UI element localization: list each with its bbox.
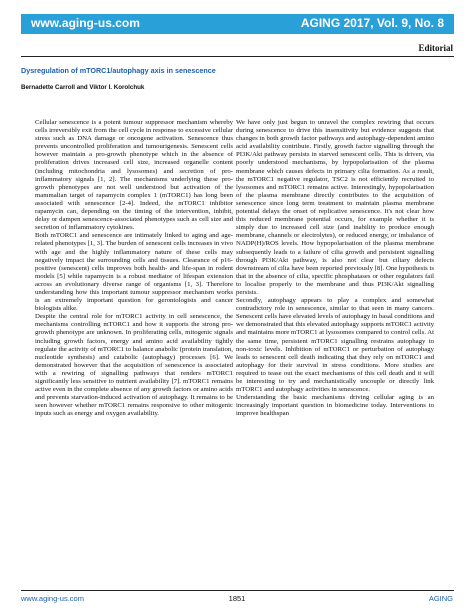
footer-journal-name: AGING bbox=[428, 594, 453, 603]
article-authors: Bernadette Carroll and Viktor I. Korolchuk bbox=[21, 84, 145, 91]
footer-divider bbox=[21, 590, 454, 591]
journal-header-bar bbox=[21, 14, 454, 34]
paragraph: Understanding the basic mechanisms driving cellular aging is an increasingly important question in biomedicine today. Interventions to improve healthspan bbox=[236, 394, 434, 418]
header-site-link[interactable]: www.aging-us.com bbox=[31, 16, 140, 30]
left-column bbox=[35, 119, 233, 418]
header-journal-issue: AGING 2017, Vol. 9, No. 8 bbox=[300, 16, 444, 30]
article-title: Dysregulation of mTORC1/autophagy axis in senescence bbox=[21, 66, 216, 75]
section-label: Editorial bbox=[418, 43, 453, 53]
header-divider bbox=[21, 56, 454, 57]
footer-site-link[interactable]: www.aging-us.com bbox=[21, 594, 84, 603]
paragraph: We have only just begun to unravel the complex rewiring that occurs during senescence to drive this insensitivity but evidence suggests that changes in both growth factor pathways and autophagy-dependent amino acid availability contribute. Firstly, growth factor signalling through the PI3K/Akt pathway persists in starved senescent cells. This is driven, via poorly understood mechanisms, by hypopolarisation of the plasma membrane which causes defects in primary cilia formation. As a result, the mTORC1 negative regulator, TSC2 is not efficiently recruited to lysosomes and mTORC1 remains active. Interestingly, hypopolarisation of the plasma membrane directly contributes to the acquisition of senescence since long term treatment to maintain plasma membrane potential delays the onset of replicative senescence. It's not clear how this reduced membrane potential occurs, for example whether it is simply due to increased cell size (and inability to produce enough membrane, channels or electrolytes), or reduced energy, or imbalance of NADP(H)/ROS levels. How hypopolarisation of the plasma membrane subsequently leads to a failure of cilia growth and persistent signalling through PI3K/Akt pathway, is also not clear but ciliary defects downstream of cilia have been reported previously [8]. One hypothesis is that in the absence of cilia, specific phosphatases or other regulators fail to localise properly to the membrane and thus PI3K/Akt signalling persists. bbox=[236, 119, 434, 296]
right-column bbox=[236, 119, 434, 418]
paragraph: Despite the central role for mTORC1 activity in cell senescence, the mechanisms controlling mTORC1 and how it supports the strong pro-growth phenotype are unknown. In proliferating cells, mitogenic signals including growth factors, energy and amino acid availability tightly regulate the activity of mTORC1 to balance anabolic (protein translation, nucleotide synthesis) and catabolic (autophagy) processes [6]. We demonstrated however that the acquisition of senescence is associated with a rewiring of signalling pathways that renders mTORC1 significantly less sensitive to nutrient availability [7]. mTORC1 remains active even in the complete absence of any growth factors or amino acids and prevents starvation-induced activation of autophagy. It remains to be seen however whether mTORC1 remains responsive to other mitogenic inputs such as energy and oxygen availability. bbox=[35, 313, 233, 418]
paragraph: Secondly, autophagy appears to play a complex and somewhat contradictory role in senescence, similar to that seen in many cancers. Senescent cells have elevated levels of autophagy in basal conditions and we demonstrated that this elevated autophagy supports mTORC1 activity and maintains more mTORC1 at lysosomes compared to control cells. At the same time, persistent mTORC1 signalling restrains autophagy to non-toxic levels. Inhibition of mTORC1 or perturbation of autophagy leads to senescent cell death indicating that they rely on mTORC1 and autophagy for their survival in stress conditions. More studies are required to tease out the exact mechanisms of this cell death and it will be interesting to try and mechanistically uncouple or directly link mTORC1 and autophagy activities in senescence. bbox=[236, 297, 434, 394]
paragraph: Cellular senescence is a potent tumour suppressor mechanism whereby cells irreversibly exit from the cell cycle in response to excessive cellular stress such as DNA damage or oncogene activation. Senescence thus prevents uncontrolled proliferation and tumourigenesis. Senescent cells however maintain a pro-growth phenotype which in the absence of proliferation drives increased cell size, increased organelle content (including mitochondria and lysosomes) and secretion of pro-inflammatory signals [1, 2]. The mechanisms underlying these pro-growth phenotypes are not well understood but activation of the mammalian target of rapamycin complex 1 (mTORC1) has long been associated with senescence [2-4]. Indeed, the mTORC1 inhibitor rapamycin can, depending on the timing of the intervention, inhibit, delay or dampen senescence-associated phenotypes such as cell size and secretion of inflammatory cytokines. bbox=[35, 119, 233, 232]
paragraph: Both mTORC1 and senescence are intimately linked to aging and age-related phenotypes [1, 3]. The burden of senescent cells increases in vivo with age and the highly inflammatory nature of these cells may negatively impact the surrounding cells and tissues. Clearance of p16-positive (senescent) cells improves both health- and life-span in rodent models [5] while rapamycin is a robust mediator of lifespan extension across an evolutionary diverse range of organisms [1, 3]. Therefore understanding how this important tumour suppressor mechanism works is an extremely important question for gerontologists and cancer biologists alike. bbox=[35, 232, 233, 313]
page-number: 1851 bbox=[228, 594, 246, 603]
